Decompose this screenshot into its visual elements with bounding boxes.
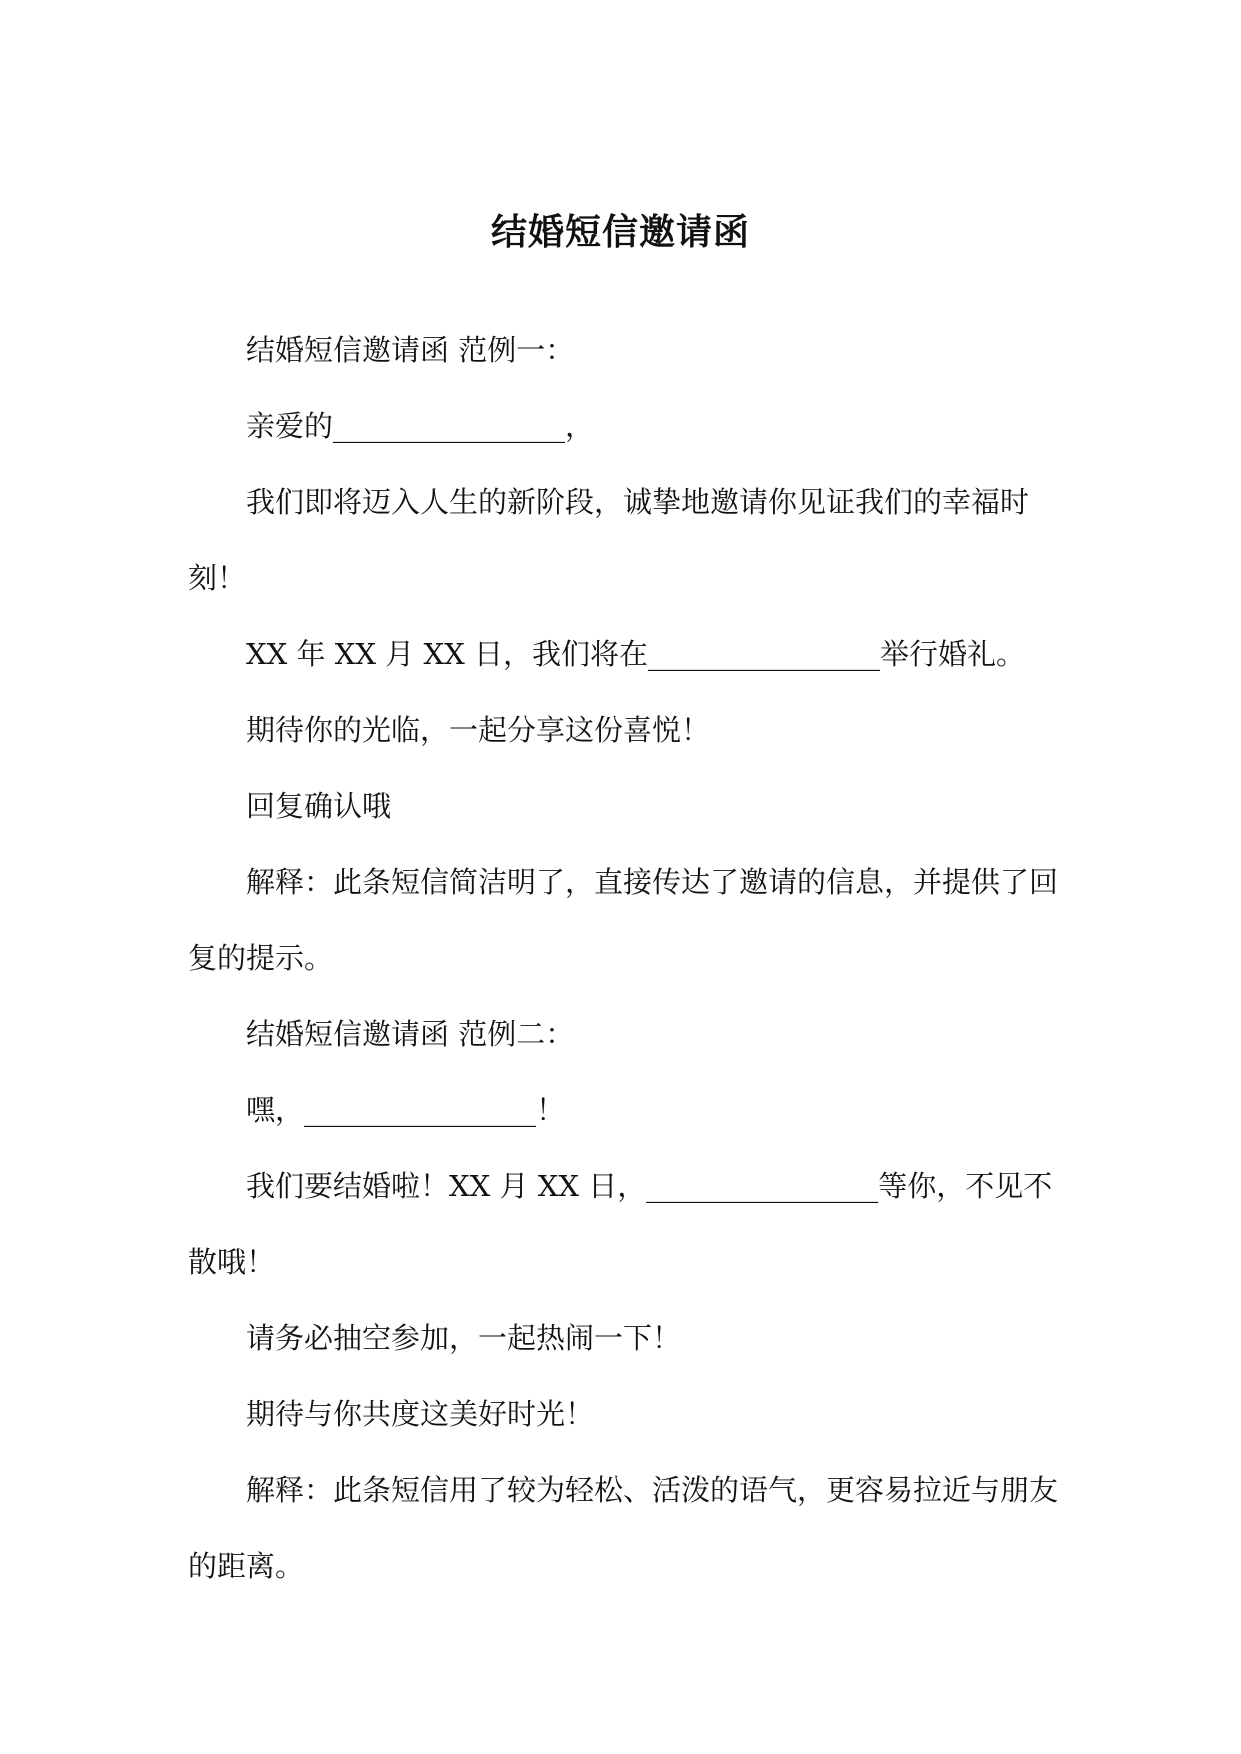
date-venue-line: XX 年 XX 月 XX 日，我们将在________________举行婚礼。 <box>246 637 1025 671</box>
wedding-date-line: 我们要结婚啦！XX 月 XX 日，________________等你，不见不散哦！ <box>188 1169 1053 1279</box>
expectation-line: 期待你的光临，一起分享这份喜悦！ <box>246 713 711 747</box>
document-title: 结婚短信邀请函 <box>490 211 750 254</box>
invitation-paragraph: 我们即将迈入人生的新阶段，诚挚地邀请你见证我们的幸福时刻！ <box>188 485 1030 595</box>
share-time-line: 期待与你共度这美好时光！ <box>246 1397 595 1431</box>
example-two-heading: 结婚短信邀请函 范例二： <box>246 1017 575 1051</box>
example-one-heading: 结婚短信邀请函 范例一： <box>246 333 575 367</box>
reply-line: 回复确认哦 <box>246 789 392 823</box>
greeting-line: 亲爱的________________， <box>246 409 595 443</box>
explanation-two: 解释：此条短信用了较为轻松、活泼的语气，更容易拉近与朋友的距离。 <box>188 1473 1059 1583</box>
hey-line: 嘿，________________！ <box>246 1093 566 1127</box>
attend-request-line: 请务必抽空参加，一起热闹一下！ <box>246 1321 682 1355</box>
document-body <box>188 312 1068 1604</box>
explanation-one: 解释：此条短信简洁明了，直接传达了邀请的信息，并提供了回复的提示。 <box>188 865 1059 975</box>
